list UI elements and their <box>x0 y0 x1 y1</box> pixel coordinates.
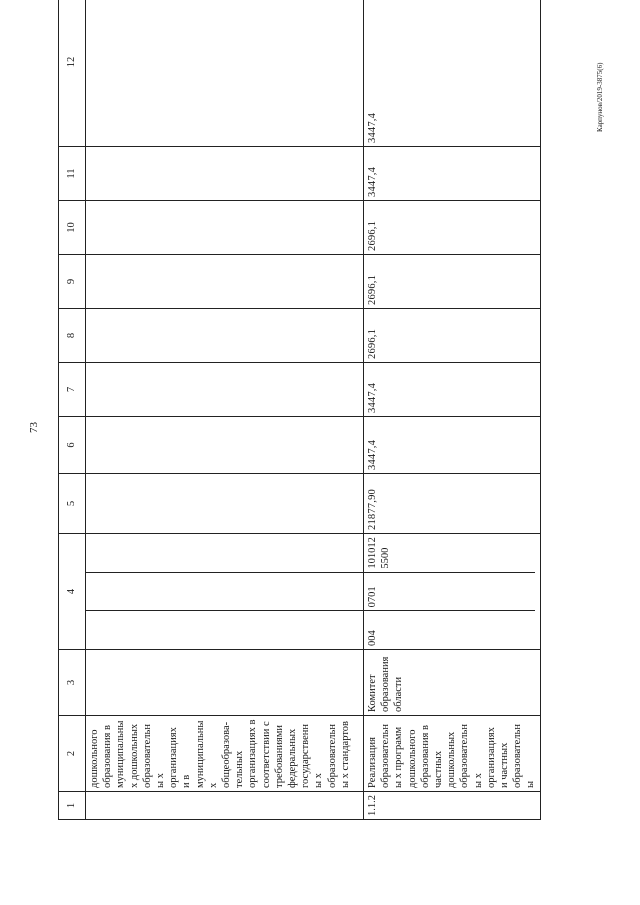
header-cell: 4 <box>59 534 86 650</box>
value-cell <box>86 147 364 201</box>
value-cell: 3447,4 <box>364 417 541 474</box>
row-number-cell <box>86 792 364 820</box>
value-cell: 3447,4 <box>364 147 541 201</box>
value-cell <box>86 417 364 474</box>
budget-table <box>58 0 541 820</box>
codes-cell <box>364 534 541 650</box>
header-cell: 12 <box>59 0 86 147</box>
value-cell <box>86 474 364 534</box>
value-cell: 2696,1 <box>364 309 541 363</box>
table-row <box>86 0 364 820</box>
value-cell <box>86 255 364 309</box>
value-cell: 2696,1 <box>364 255 541 309</box>
value-cell <box>86 363 364 417</box>
header-cell: 11 <box>59 147 86 201</box>
value-cell <box>86 201 364 255</box>
header-cell: 2 <box>59 716 86 792</box>
header-cell: 8 <box>59 309 86 363</box>
value-cell: 3447,4 <box>364 0 541 147</box>
rotated-table-page <box>58 48 537 820</box>
row-number-cell: 1.1.2 <box>364 792 541 820</box>
header-cell: 3 <box>59 650 86 716</box>
code-department: 004 <box>367 630 378 646</box>
header-cell: 1 <box>59 792 86 820</box>
header-cell: 5 <box>59 474 86 534</box>
responsible-cell: Комитет образования области <box>364 650 541 716</box>
codes-cell <box>86 534 364 650</box>
description-cell: Реализация образовательны х программ дошкольного образования в частных дошкольных образовательны х организациях и частных образовательны <box>364 716 541 792</box>
header-cell: 9 <box>59 255 86 309</box>
value-cell: 2696,1 <box>364 201 541 255</box>
responsible-cell <box>86 650 364 716</box>
header-row <box>59 0 86 820</box>
value-cell: 3447,4 <box>364 363 541 417</box>
description-cell: дошкольного образования в муниципальны х дошкольных образовательны х организациях и в муниципальны х общеобразова-тельных организациях в соответствии с требованиями федеральных государственны х образовательны х стандартов <box>86 716 364 792</box>
page-number: 73 <box>28 422 40 433</box>
value-cell <box>86 309 364 363</box>
document-id: Карпунов/2019-3875(6) <box>596 62 604 132</box>
header-cell: 7 <box>59 363 86 417</box>
header-cell: 10 <box>59 201 86 255</box>
table-row <box>364 0 541 820</box>
value-cell: 21877,90 <box>364 474 541 534</box>
value-cell <box>86 0 364 147</box>
header-cell: 6 <box>59 417 86 474</box>
code-section: 0701 <box>364 573 535 612</box>
code-target: 101012 5500 <box>364 534 535 573</box>
